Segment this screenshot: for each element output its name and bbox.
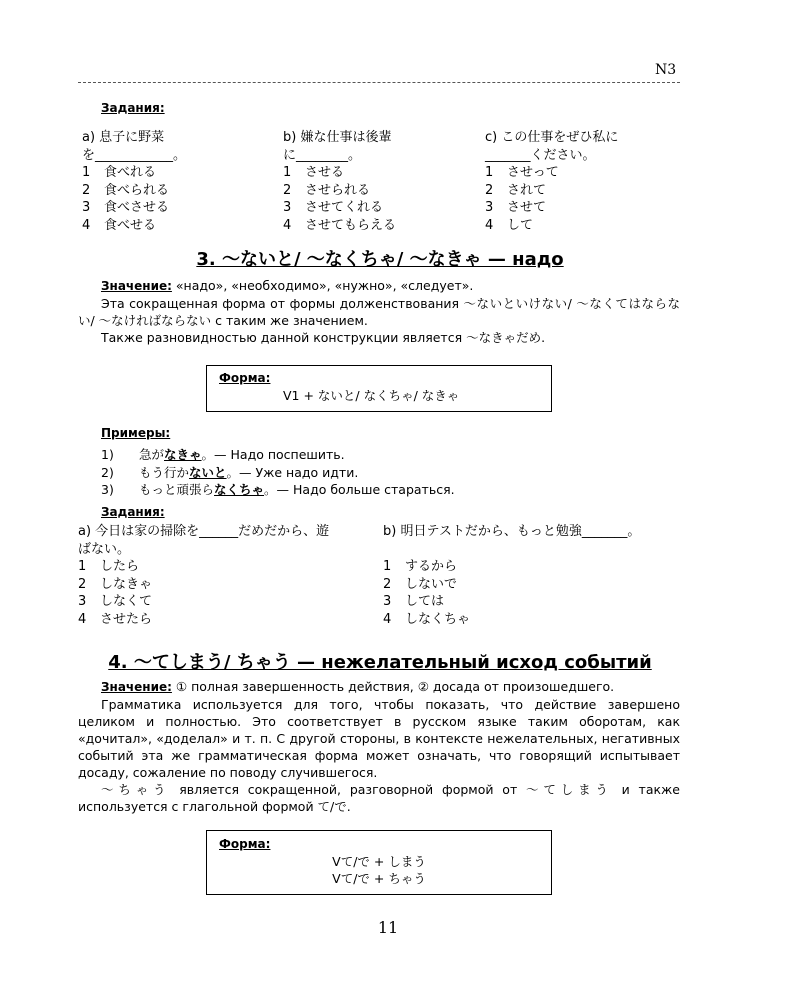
option-text: しなきゃ [100, 576, 153, 592]
tasks-label: Задания: [101, 101, 165, 115]
form-line: Vて/で + しまう [332, 854, 426, 869]
section3-title [0, 245, 760, 271]
option-row: 4 させてもらえる [283, 217, 397, 233]
option-text: させたら [100, 611, 153, 627]
example-key: なきゃ [164, 447, 202, 462]
section3-title-text: 3. ～ないと/ ～なくちゃ/ ～なきゃ — надо [196, 249, 564, 270]
option-text: して [507, 217, 534, 233]
option-text: 食べせる [104, 217, 157, 233]
example-item [101, 481, 455, 499]
option-text: させて [507, 200, 547, 215]
tasks-label: Задания: [101, 505, 165, 519]
option-text: させられる [305, 182, 371, 198]
section4-body [78, 678, 680, 815]
option-row: 2 食べられる [82, 182, 170, 198]
form-box [206, 830, 552, 895]
level-label: N3 [655, 62, 677, 78]
option-row: 3 しては [383, 594, 445, 609]
meaning-text: ① полная завершенность действия, ② досада от произошедшего. [171, 679, 615, 694]
example-text: 急が [139, 447, 165, 462]
option-text: させてくれる [305, 200, 384, 215]
example-number: 2) [101, 464, 114, 480]
task-a-line1: a) 息子に野菜 [82, 130, 165, 145]
option-text: しては [405, 594, 445, 609]
example-translation: 。— Уже надо идти. [226, 464, 359, 480]
paragraph: Эта сокращенная форма от формы долженствования ～ないといけない/ ～なくてはならない/ ～なければならない с таким же значением. [78, 296, 680, 328]
option-text: させる [305, 165, 345, 180]
examples-list [101, 446, 455, 499]
section4-title-text: 4. ～てしまう/ ちゃう — нежелательный исход событий [108, 652, 652, 673]
option-text: しないで [405, 576, 458, 592]
example-item [101, 464, 455, 482]
example-item [101, 446, 455, 464]
option-row: 3 させて [485, 200, 547, 215]
task-b-line1: b) 嫌な仕事は後輩 [283, 130, 392, 145]
option-text: しなくて [100, 594, 153, 609]
option-row: 4 させたら [78, 611, 153, 627]
option-row: 3 食べさせる [82, 200, 170, 215]
option-row: 3 しなくて [78, 594, 153, 609]
option-text: 食べさせる [104, 200, 170, 215]
option-text: されて [507, 182, 547, 198]
task-a-block [78, 523, 378, 628]
example-translation: 。— Надо поспешить. [201, 447, 345, 462]
option-row: 1 したら [78, 559, 140, 574]
example-key: なくちゃ [214, 482, 265, 497]
examples-label: Примеры: [101, 426, 171, 440]
task-a-line2: ばない。 [78, 541, 131, 557]
section4-title [0, 648, 760, 674]
option-row: 2 されて [485, 182, 547, 198]
option-text: 食べれる [104, 165, 157, 180]
task-a-line2: を____________。 [82, 147, 187, 163]
option-text: したら [100, 559, 140, 574]
header-divider [78, 82, 680, 83]
option-row: 1 食べれる [82, 165, 157, 180]
form-text: V1 + ないと/ なくちゃ/ なきゃ [283, 388, 460, 403]
meaning-label: Значение: [101, 279, 172, 293]
task-c-line1: c) この仕事をぜひ私に [485, 130, 619, 145]
form-label: Форма: [219, 371, 271, 385]
example-text: もっと頑張ら [139, 482, 215, 497]
form-box [206, 365, 552, 412]
option-row: 4 食べせる [82, 217, 157, 233]
form-lines [207, 853, 551, 887]
example-translation: 。— Надо больше стараться. [264, 482, 455, 497]
option-row: 4 して [485, 217, 534, 233]
task-b-line1: b) 明日テストだから、もっと勉強_______。 [383, 524, 641, 539]
page-number: 11 [377, 918, 399, 937]
paragraph: ～ちゃう является сокращенной, разговорной формой от ～てしまう и также используется с глагольной формой て/で. [78, 782, 680, 814]
option-row: 2 しなきゃ [78, 576, 153, 592]
task-c-block [485, 129, 685, 234]
task-b-line2: に________。 [283, 147, 362, 163]
paragraph: Грамматика используется для того, чтобы показать, что действие завершено целиком и полностью. Это соответствует в русском языке таким оборотам, как «дочитал», «доделал» и т. п. С другой стороны, в контексте нежелательных, негативных событий эта же грамматическая форма может означать, что говорящий испытывает досаду, сожаление по поводу случившегося. [78, 697, 680, 780]
option-text: しなくちゃ [405, 611, 471, 627]
option-row: 1 させる [283, 165, 345, 180]
option-row: 2 しないで [383, 576, 458, 592]
paragraph: Также разновидностью данной конструкции является ～なきゃだめ. [101, 330, 546, 345]
option-text: 食べられる [104, 182, 170, 198]
task-c-line2: _______ください。 [485, 147, 596, 163]
example-number: 1) [101, 447, 114, 462]
option-row: 1 するから [383, 559, 458, 574]
option-row: 3 させてくれる [283, 200, 384, 215]
option-text: させって [507, 165, 559, 180]
task-b-block [283, 129, 473, 234]
option-row: 1 させって [485, 165, 559, 180]
option-row: 2 させられる [283, 182, 371, 198]
form-line: Vて/で + ちゃう [332, 871, 426, 886]
option-text: させてもらえる [305, 217, 397, 233]
option-row: 4 しなくちゃ [383, 611, 471, 627]
section3-body [78, 277, 680, 346]
example-text: もう行か [139, 464, 190, 480]
option-text: するから [405, 559, 458, 574]
meaning-text: «надо», «необходимо», «нужно», «следует». [171, 278, 474, 293]
example-number: 3) [101, 482, 114, 497]
meaning-label: Значение: [101, 680, 172, 694]
task-a-line1: a) 今日は家の掃除を______だめだから、遊 [78, 524, 330, 539]
task-a-block [82, 129, 272, 234]
example-key: ないと [189, 464, 227, 480]
task-b-block [383, 523, 683, 628]
form-label: Форма: [219, 837, 271, 851]
